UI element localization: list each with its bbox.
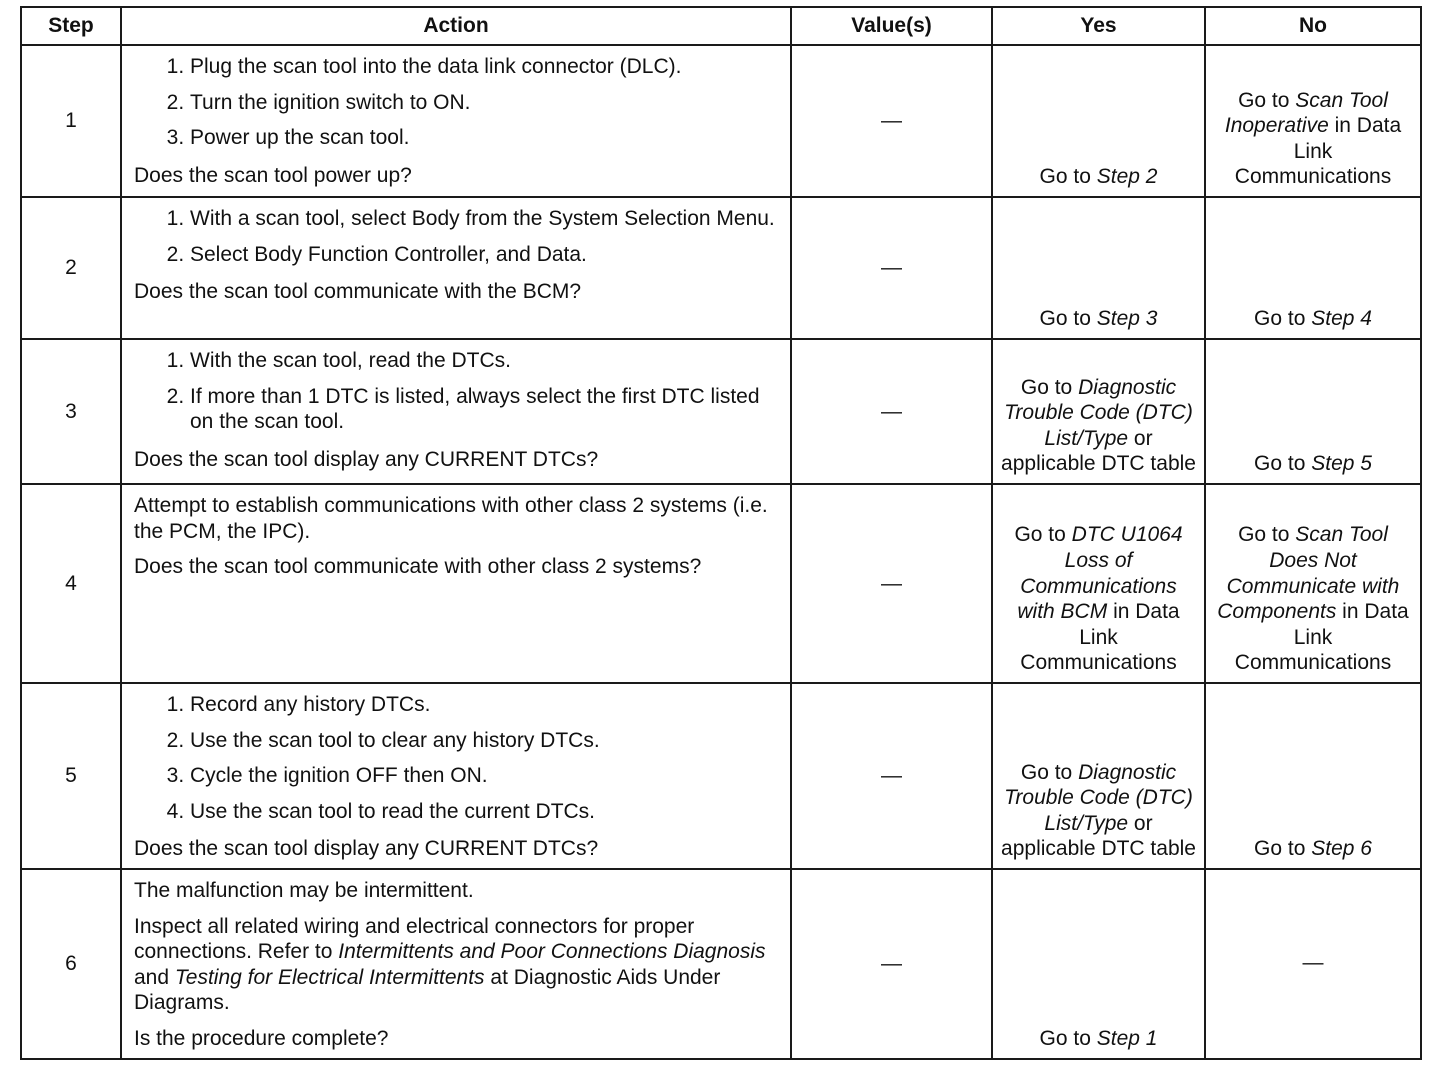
action-list-item: 2. Select Body Function Controller, and Data. xyxy=(190,242,780,268)
yes-link: Diagnostic Trouble Code (DTC) List/Type xyxy=(1004,760,1193,835)
yes-link: DTC U1064 Loss of Communications with BCM xyxy=(1017,523,1183,624)
yes-cell xyxy=(992,484,1205,683)
table-row xyxy=(21,484,1421,683)
yes-prefix: Go to xyxy=(1039,165,1097,189)
refer-tail: at Diagnostic Aids Under Diagrams. xyxy=(134,965,721,1015)
refer-text: Inspect all related wiring and electrical connectors for proper connections. Refer to xyxy=(134,914,695,964)
step-number: 4 xyxy=(21,484,121,683)
yes-prefix: Go to xyxy=(1020,375,1079,399)
no-prefix: Go to xyxy=(1238,523,1296,547)
action-list-item: 3. Cycle the ignition OFF then ON. xyxy=(190,763,780,789)
header-row xyxy=(21,7,1421,45)
action-question: Does the scan tool display any CURRENT DTCs? xyxy=(134,447,599,471)
action-cell xyxy=(121,339,791,484)
yes-prefix: Go to xyxy=(1020,760,1079,784)
refer-link-intermittents: Intermittents and Poor Connections Diagnosis xyxy=(338,940,766,964)
value-cell: — xyxy=(791,339,992,484)
action-question: Is the procedure complete? xyxy=(134,1027,389,1051)
value-cell: — xyxy=(791,869,992,1059)
refer-link-testing: Testing for Electrical Intermittents xyxy=(174,965,485,989)
action-paragraph-refer xyxy=(134,914,780,1016)
action-list-item: 2. If more than 1 DTC is listed, always select the first DTC listed on the scan tool. xyxy=(190,384,780,435)
value-cell: — xyxy=(791,45,992,197)
step-number: 2 xyxy=(21,197,121,339)
action-list-item: 1. Record any history DTCs. xyxy=(190,692,780,718)
yes-link: Diagnostic Trouble Code (DTC) List/Type xyxy=(1004,375,1193,450)
table-row xyxy=(21,45,1421,197)
step-number: 1 xyxy=(21,45,121,197)
action-list-item: 1. With the scan tool, read the DTCs. xyxy=(190,348,780,374)
yes-suffix: in Data Link Communications xyxy=(1020,600,1180,675)
yes-cell xyxy=(992,197,1205,339)
action-paragraph: The malfunction may be intermittent. xyxy=(134,879,474,903)
no-prefix: Go to xyxy=(1254,307,1312,331)
action-list-item: 1. With a scan tool, select Body from the System Selection Menu. xyxy=(190,206,780,232)
no-suffix: in Data Link Communications xyxy=(1234,600,1409,675)
table-row xyxy=(21,869,1421,1059)
header-action: Action xyxy=(121,7,791,45)
no-cell: — xyxy=(1205,869,1421,1059)
yes-cell xyxy=(992,869,1205,1059)
value-cell: — xyxy=(791,484,992,683)
table-row xyxy=(21,339,1421,484)
table-body xyxy=(21,45,1421,1059)
step-number: 6 xyxy=(21,869,121,1059)
no-prefix: Go to xyxy=(1238,88,1296,112)
no-link: Scan Tool Does Not Communicate with Components xyxy=(1217,523,1400,624)
action-list-item: 2. Use the scan tool to clear any history DTCs. xyxy=(190,728,780,754)
value-cell: — xyxy=(791,197,992,339)
yes-prefix: Go to xyxy=(1039,307,1097,331)
no-link: Step 4 xyxy=(1311,307,1372,331)
header-values: Value(s) xyxy=(791,7,992,45)
no-cell xyxy=(1205,484,1421,683)
no-prefix: Go to xyxy=(1254,837,1312,861)
yes-cell xyxy=(992,683,1205,869)
no-cell xyxy=(1205,197,1421,339)
yes-link: Step 2 xyxy=(1096,165,1158,189)
no-cell xyxy=(1205,339,1421,484)
yes-suffix: or applicable DTC table xyxy=(1001,426,1196,476)
refer-and: and xyxy=(134,965,175,989)
yes-cell xyxy=(992,45,1205,197)
no-link: Step 5 xyxy=(1311,452,1372,476)
action-list-item: 3. Power up the scan tool. xyxy=(190,125,780,151)
action-question: Does the scan tool communicate with the BCM? xyxy=(134,280,582,304)
action-paragraph: Attempt to establish communications with other class 2 systems (i.e. the PCM, the IPC). xyxy=(134,494,768,543)
no-cell xyxy=(1205,45,1421,197)
header-no: No xyxy=(1205,7,1421,45)
step-number: 3 xyxy=(21,339,121,484)
no-link: Scan Tool Inoperative xyxy=(1224,88,1388,138)
value-cell: — xyxy=(791,683,992,869)
yes-link: Step 1 xyxy=(1096,1027,1158,1051)
action-question: Does the scan tool power up? xyxy=(134,163,412,187)
no-link: Step 6 xyxy=(1311,837,1372,861)
table-row xyxy=(21,683,1421,869)
diagnostic-table xyxy=(20,6,1422,1060)
action-list-item: 4. Use the scan tool to read the current DTCs. xyxy=(190,799,780,825)
yes-prefix: Go to xyxy=(1014,523,1072,547)
action-list xyxy=(134,206,780,267)
action-list xyxy=(134,348,780,435)
yes-link: Step 3 xyxy=(1096,307,1158,331)
no-prefix: Go to xyxy=(1254,452,1312,476)
header-step: Step xyxy=(21,7,121,45)
action-list-item: 1. Plug the scan tool into the data link connector (DLC). xyxy=(190,54,780,80)
action-cell xyxy=(121,45,791,197)
action-question: Does the scan tool display any CURRENT DTCs? xyxy=(134,837,599,861)
action-cell xyxy=(121,869,791,1059)
action-cell xyxy=(121,683,791,869)
action-question: Does the scan tool communicate with other class 2 systems? xyxy=(134,555,702,579)
header-yes: Yes xyxy=(992,7,1205,45)
action-list xyxy=(134,692,780,824)
action-list-item: 2. Turn the ignition switch to ON. xyxy=(190,90,780,116)
table-row xyxy=(21,197,1421,339)
no-suffix: in Data Link Communications xyxy=(1234,114,1402,189)
step-number: 5 xyxy=(21,683,121,869)
yes-prefix: Go to xyxy=(1039,1027,1097,1051)
yes-cell xyxy=(992,339,1205,484)
action-cell xyxy=(121,197,791,339)
table-header xyxy=(21,7,1421,45)
yes-suffix: or applicable DTC table xyxy=(1001,811,1196,861)
no-cell xyxy=(1205,683,1421,869)
action-list xyxy=(134,54,780,151)
action-cell xyxy=(121,484,791,683)
